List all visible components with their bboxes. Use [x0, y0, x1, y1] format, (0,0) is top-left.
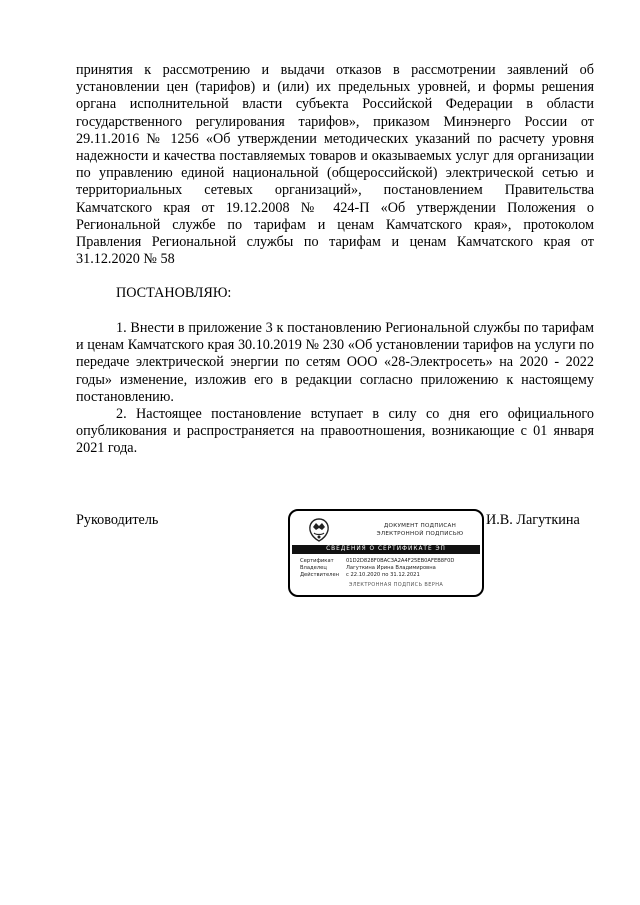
valid-label: Действителен [300, 572, 340, 578]
signature-name: И.В. Лагуткина [486, 512, 580, 528]
electronic-signature-stamp [288, 509, 484, 597]
stamp-header-line1: ДОКУМЕНТ ПОДПИСАН [383, 523, 457, 529]
owner-value: Лагуткина Ирина Владимировна [346, 565, 436, 571]
valid-value: с 22.10.2020 по 31.12.2021 [346, 572, 420, 578]
stamp-footer: ЭЛЕКТРОННАЯ ПОДПИСЬ ВЕРНА [348, 582, 444, 588]
coat-of-arms-icon [304, 517, 334, 543]
stamp-row-owner [300, 565, 480, 571]
certificate-label: Сертификат [300, 558, 334, 564]
stamp-certificate-bar: СВЕДЕНИЯ О СЕРТИФИКАТЕ ЭП [292, 545, 480, 554]
stamp-row-valid [300, 572, 480, 578]
stamp-header-line2: ЭЛЕКТРОННОЙ ПОДПИСЬЮ [376, 531, 464, 537]
stamp-row-certificate [300, 558, 480, 564]
owner-label: Владелец [300, 565, 327, 571]
paragraph-item-2: 2. Настоящее постановление вступает в силу со дня его официального опубликования и распространяется на правоотношения, возникающие с 01 января 2021 года. [76, 406, 594, 457]
paragraph-preamble: принятия к рассмотрению и выдачи отказов в рассмотрении заявлений об установлении цен (тарифов) и (или) их предельных уровней, и формы решения органа исполнительной власти субъекта Российской Федерации в области государственного регулирования тарифов», приказом Минэнерго России от 29.11.2016 № 1256 «Об утверждении методических указаний по расчету уровня надежности и качества поставляемых товаров и оказываемых услуг для организации по управлению единой национальной (общероссийской) электрической сетью и территориальных сетевых организаций», постановлением Правительства Камчатского края от 19.12.2008 № 424-П «Об утверждении Положения о Региональной службе по тарифам и ценам Камчатского края», протоколом Правления Региональной службы по тарифам и ценам Камчатского края от 31.12.2020 № 58 [76, 62, 594, 268]
signature-title: Руководитель [76, 512, 159, 528]
certificate-value: 01D2D828F0BAC3A2A4F25EB0AFEB8F0D [346, 558, 455, 564]
resolution-heading: ПОСТАНОВЛЯЮ: [116, 285, 232, 301]
paragraph-item-1: 1. Внести в приложение 3 к постановлению Региональной службы по тарифам и ценам Камчатского края 30.10.2019 № 230 «Об установлении тарифов на услуги по передаче электрической энергии по сетям ООО «28-Электросеть» на 2020 - 2022 годы» изменение, изложив его в редакции согласно приложению к настоящему постановлению. [76, 320, 594, 405]
